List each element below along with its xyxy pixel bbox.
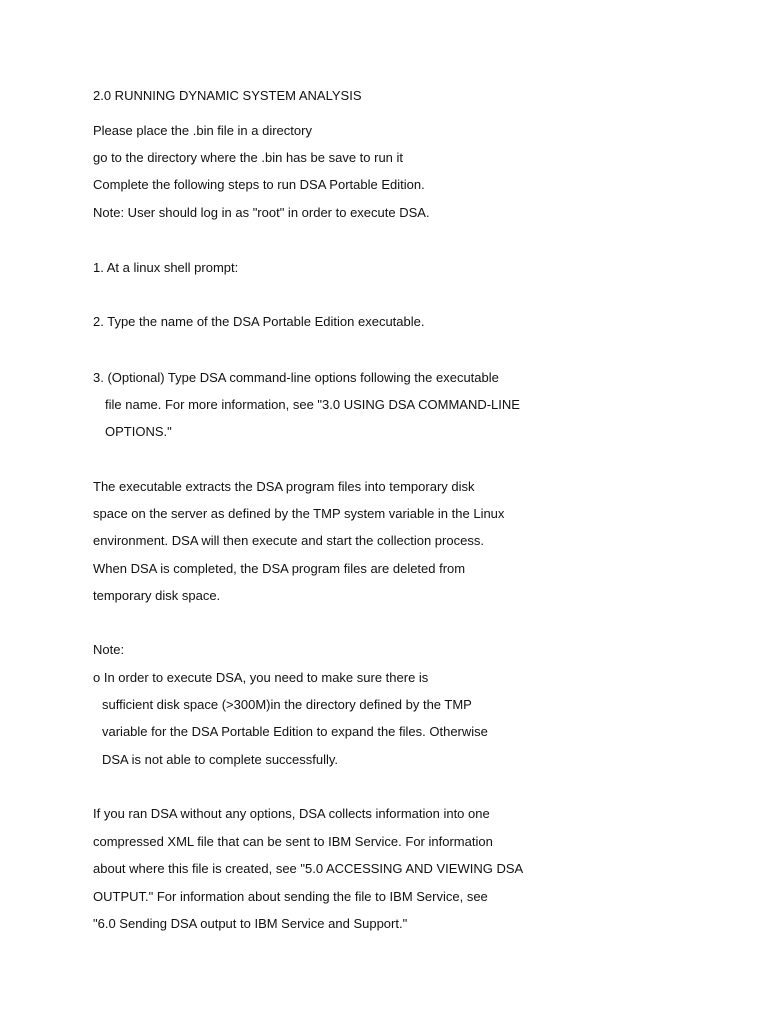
extract-paragraph-line: When DSA is completed, the DSA program files are deleted from bbox=[93, 561, 466, 576]
extract-paragraph-line: space on the server as defined by the TMP system variable in the Linux bbox=[93, 506, 505, 521]
note-bullet-continuation: DSA is not able to complete successfully. bbox=[102, 752, 339, 767]
intro-line: Complete the following steps to run DSA Portable Edition. bbox=[93, 177, 425, 192]
extract-paragraph-line: environment. DSA will then execute and start the collection process. bbox=[93, 533, 484, 548]
note-bullet-line: o In order to execute DSA, you need to make sure there is bbox=[93, 670, 429, 685]
note-bullet-continuation: sufficient disk space (>300M)in the directory defined by the TMP bbox=[102, 697, 472, 712]
closing-paragraph-line: OUTPUT." For information about sending the file to IBM Service, see bbox=[93, 889, 488, 904]
closing-paragraph-line: If you ran DSA without any options, DSA collects information into one bbox=[93, 806, 490, 821]
section-heading: 2.0 RUNNING DYNAMIC SYSTEM ANALYSIS bbox=[93, 88, 362, 103]
closing-paragraph-line: "6.0 Sending DSA output to IBM Service and Support." bbox=[93, 916, 408, 931]
extract-paragraph-line: The executable extracts the DSA program files into temporary disk bbox=[93, 479, 475, 494]
closing-paragraph-line: about where this file is created, see "5.0 ACCESSING AND VIEWING DSA bbox=[93, 861, 524, 876]
step-3-continuation: OPTIONS." bbox=[105, 424, 172, 439]
step-1: 1. At a linux shell prompt: bbox=[93, 260, 239, 275]
step-2: 2. Type the name of the DSA Portable Edition executable. bbox=[93, 314, 425, 329]
extract-paragraph-line: temporary disk space. bbox=[93, 588, 221, 603]
intro-note-line: Note: User should log in as "root" in order to execute DSA. bbox=[93, 205, 430, 220]
note-bullet-continuation: variable for the DSA Portable Edition to expand the files. Otherwise bbox=[102, 724, 488, 739]
note-label: Note: bbox=[93, 642, 125, 657]
intro-line: Please place the .bin file in a directory bbox=[93, 123, 312, 138]
step-3-continuation: file name. For more information, see "3.0 USING DSA COMMAND-LINE bbox=[105, 397, 520, 412]
closing-paragraph-line: compressed XML file that can be sent to IBM Service. For information bbox=[93, 834, 493, 849]
step-3: 3. (Optional) Type DSA command-line options following the executable bbox=[93, 370, 499, 385]
intro-line: go to the directory where the .bin has be save to run it bbox=[93, 150, 404, 165]
